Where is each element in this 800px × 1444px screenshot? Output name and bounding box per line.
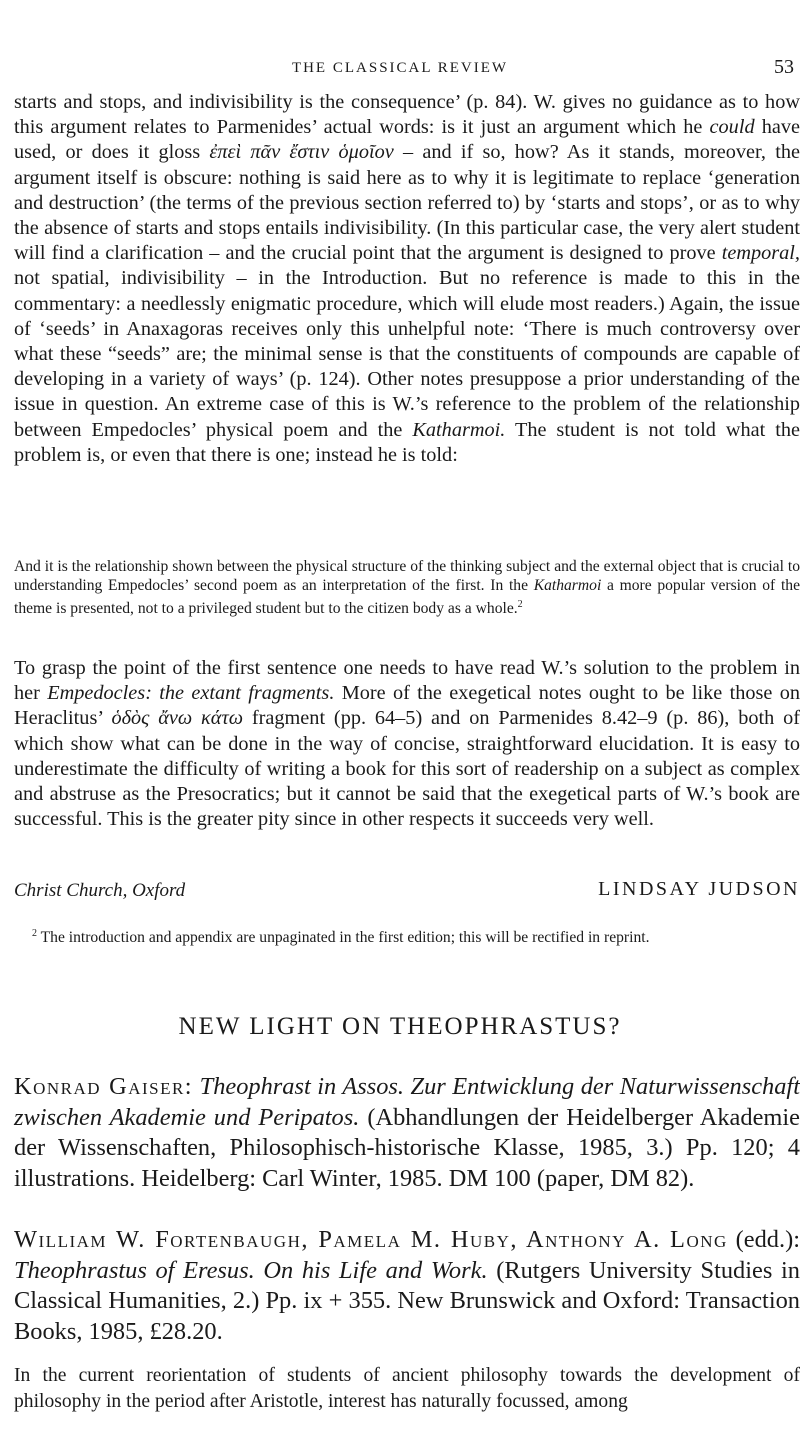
para2-text-2: More of the exegetical notes ought to be like those on Heraclitus’ xyxy=(14,682,800,730)
block-quotation xyxy=(14,557,800,618)
para1-text-4: not spatial, indivisibility – in the Introduction. But no reference is made to this in the commentary: a needlessly enigmatic procedure, which will elude most readers.) Again, the issue of ‘seeds’ in Anaxagoras receives only this unhelpful note: ‘There is much controversy over what these “seeds” are; the minimal sense is that the constituents of compounds are capable of developing in a variety of ways’ (p. 124). Other notes presuppose a prior understanding of the issue in question. An extreme case of this is W.’s reference to the problem of the relationship between Empedocles’ physical poem and the xyxy=(14,267,800,441)
book2-authors: William W. Fortenbaugh, Pamela M. Huby, Anthony A. Long xyxy=(14,1226,728,1253)
greek-quotation-2: ὁδὸς ἄνω κάτω xyxy=(111,707,244,730)
quote-text-1: And it is the relationship shown between the physical structure of the thinking subject and the external object that is crucial to understanding Empedocles’ second poem as an interpretation of the first. In the xyxy=(14,558,800,594)
book-citation-1 xyxy=(14,1072,800,1194)
quote-text-2: a more popular version of the theme is presented, not to a privileged student but to the citizen body as a whole. xyxy=(14,577,800,618)
book2-details: (Rutgers University Studies in Classical Humanities, 2.) Pp. ix + 355. New Brunswick and Oxford: Transaction Books, 1985, £28.20. xyxy=(14,1256,800,1345)
para1-text-1: starts and stops, and indivisibility is the consequence’ (p. 84). W. gives no guidance as to how this argument relates to Parmenides’ actual words: is it just an argument which he xyxy=(14,91,800,139)
book2-title: Theophrastus of Eresus. On his Life and Work. xyxy=(14,1256,488,1284)
book2-edd: (edd.): xyxy=(727,1226,800,1253)
review-paragraph-1 xyxy=(14,90,800,468)
para1-italic-katharmoi: Katharmoi. xyxy=(412,418,506,441)
footnote xyxy=(14,924,800,948)
para2-text-1: To grasp the point of the first sentence one needs to have read W.’s solution to the problem in her xyxy=(14,657,800,705)
reviewer-name: LINDSAY JUDSON xyxy=(598,878,800,900)
review-intro-paragraph: In the current reorientation of students of ancient philosophy towards the development of philosophy in the period after Aristotle, interest has naturally focussed, among xyxy=(14,1365,800,1412)
page-header xyxy=(0,56,800,82)
page-number: 53 xyxy=(774,56,794,78)
para1-text-2: have used, or does it gloss xyxy=(14,116,800,164)
running-title: THE CLASSICAL REVIEW xyxy=(291,60,509,76)
book1-details: (Abhandlungen der Heidelberger Akademie der Wissenschaften, Philosophisch-historische Klasse, 1985, 3.) Pp. 120; 4 illustrations. Heidelberg: Carl Winter, 1985. DM 100 (paper, DM 82). xyxy=(14,1103,800,1192)
footnote-reference: 2 xyxy=(517,599,523,610)
book1-title: Theophrast in Assos. Zur Entwicklung der Naturwissenschaft zwischen Akademie und Peripatos. xyxy=(14,1073,800,1131)
reviewer-signature xyxy=(14,880,800,906)
reviewer-affiliation: Christ Church, Oxford xyxy=(14,880,186,901)
section-title: NEW LIGHT ON THEOPHRASTUS? xyxy=(178,1013,622,1040)
review-paragraph-2 xyxy=(14,656,800,832)
quote-italic-katharmoi: Katharmoi xyxy=(533,577,602,594)
para1-text-3: – and if so, how? As it stands, moreover, the argument itself is obscure: nothing is said here as to why it is legitimate to replace ‘generation and destruction’ (the terms of the previous section referred to) by ‘starts and stops’, or as to why the absence of starts and stops entails indivisibility. (In this particular case, the very alert student will find a clarification – and the crucial point that the argument is designed to prove xyxy=(14,141,800,265)
para2-italic-title: Empedocles: the extant fragments. xyxy=(47,682,335,705)
para2-text-3: fragment (pp. 64–5) and on Parmenides 8.42–9 (p. 86), both of which show what can be done in the way of concise, straightforward elucidation. It is easy to underestimate the difficulty of writing a book for this sort of readership on a subject as complex and abstruse as the Presocratics; but it cannot be said that the exegetical parts of W.’s book are successful. This is the greater pity since in other respects it succeeds very well. xyxy=(14,707,800,831)
para1-italic-could: could xyxy=(709,116,755,139)
para1-text-5: The student is not told what the problem is, or even that there is one; instead he is told: xyxy=(14,418,800,466)
footnote-mark: 2 xyxy=(32,928,37,939)
greek-quotation-1: ἐπεὶ πᾶν ἔστιν ὁμοῖον xyxy=(209,141,394,164)
book1-author: Konrad Gaiser: xyxy=(14,1073,194,1100)
para1-italic-temporal: temporal, xyxy=(721,242,800,265)
book-citation-2 xyxy=(14,1225,800,1347)
footnote-text: The introduction and appendix are unpaginated in the first edition; this will be rectified in reprint. xyxy=(37,929,650,947)
